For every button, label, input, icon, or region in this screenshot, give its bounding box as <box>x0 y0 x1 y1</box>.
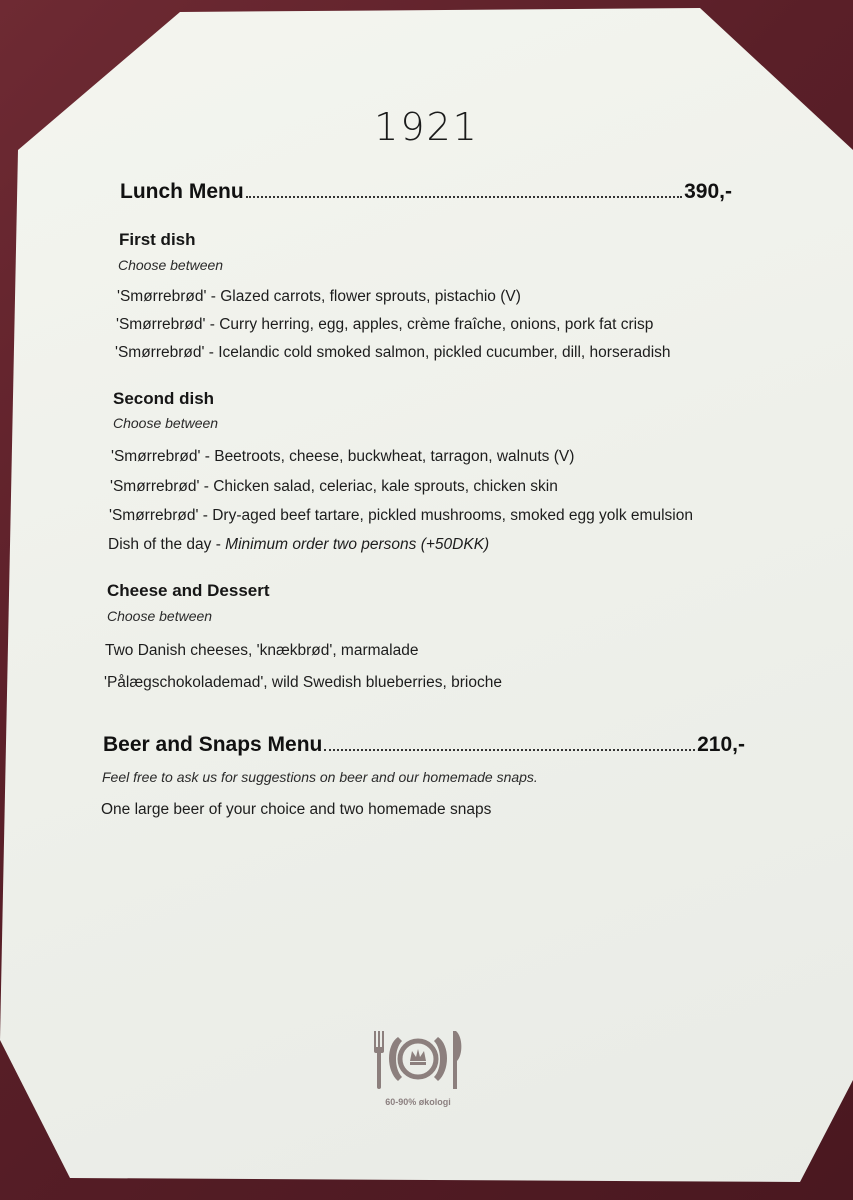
beer-menu-header <box>103 733 745 757</box>
leader-dots <box>246 195 682 198</box>
first-dish-heading: First dish <box>119 230 196 249</box>
cheese-dessert-item: 'Pålægschokolademad', wild Swedish blueberries, brioche <box>104 674 502 691</box>
organic-label-caption: 60-90% økologi <box>385 1097 451 1107</box>
second-dish-note: Choose between <box>113 415 219 431</box>
leader-dots <box>324 748 695 751</box>
dish-of-the-day-note: Minimum order two persons (+50DKK) <box>225 536 490 553</box>
first-dish-item: 'Smørrebrød' - Glazed carrots, flower sprouts, pistachio (V) <box>117 288 521 305</box>
beer-menu-item: One large beer of your choice and two homemade snaps <box>101 801 492 818</box>
second-dish-item: 'Smørrebrød' - Chicken salad, celeriac, kale sprouts, chicken skin <box>110 478 558 495</box>
lunch-menu-name: Lunch Menu <box>120 180 244 203</box>
dish-of-the-day-label: Dish of the day - <box>108 536 226 553</box>
cheese-dessert-note: Choose between <box>107 608 213 624</box>
beer-menu-name: Beer and Snaps Menu <box>103 733 323 756</box>
beer-menu-note: Feel free to ask us for suggestions on beer and our homemade snaps. <box>102 769 538 785</box>
first-dish-note: Choose between <box>118 257 224 273</box>
lunch-menu-price: 390,- <box>684 180 732 203</box>
lunch-menu-header <box>120 180 732 204</box>
first-dish-item: 'Smørrebrød' - Icelandic cold smoked salmon, pickled cucumber, dill, horseradish <box>115 344 671 361</box>
second-dish-heading: Second dish <box>113 389 215 408</box>
first-dish-item: 'Smørrebrød' - Curry herring, egg, apples, crème fraîche, onions, pork fat crisp <box>116 316 654 333</box>
menu-title: 1921 <box>374 105 479 149</box>
dish-of-the-day <box>108 536 489 554</box>
cheese-dessert-heading: Cheese and Dessert <box>107 581 270 600</box>
beer-menu-price: 210,- <box>697 733 745 756</box>
cheese-dessert-item: Two Danish cheeses, 'knækbrød', marmalade <box>105 642 419 659</box>
second-dish-item: 'Smørrebrød' - Beetroots, cheese, buckwheat, tarragon, walnuts (V) <box>111 448 575 465</box>
second-dish-item: 'Smørrebrød' - Dry-aged beef tartare, pickled mushrooms, smoked egg yolk emulsion <box>109 507 693 524</box>
